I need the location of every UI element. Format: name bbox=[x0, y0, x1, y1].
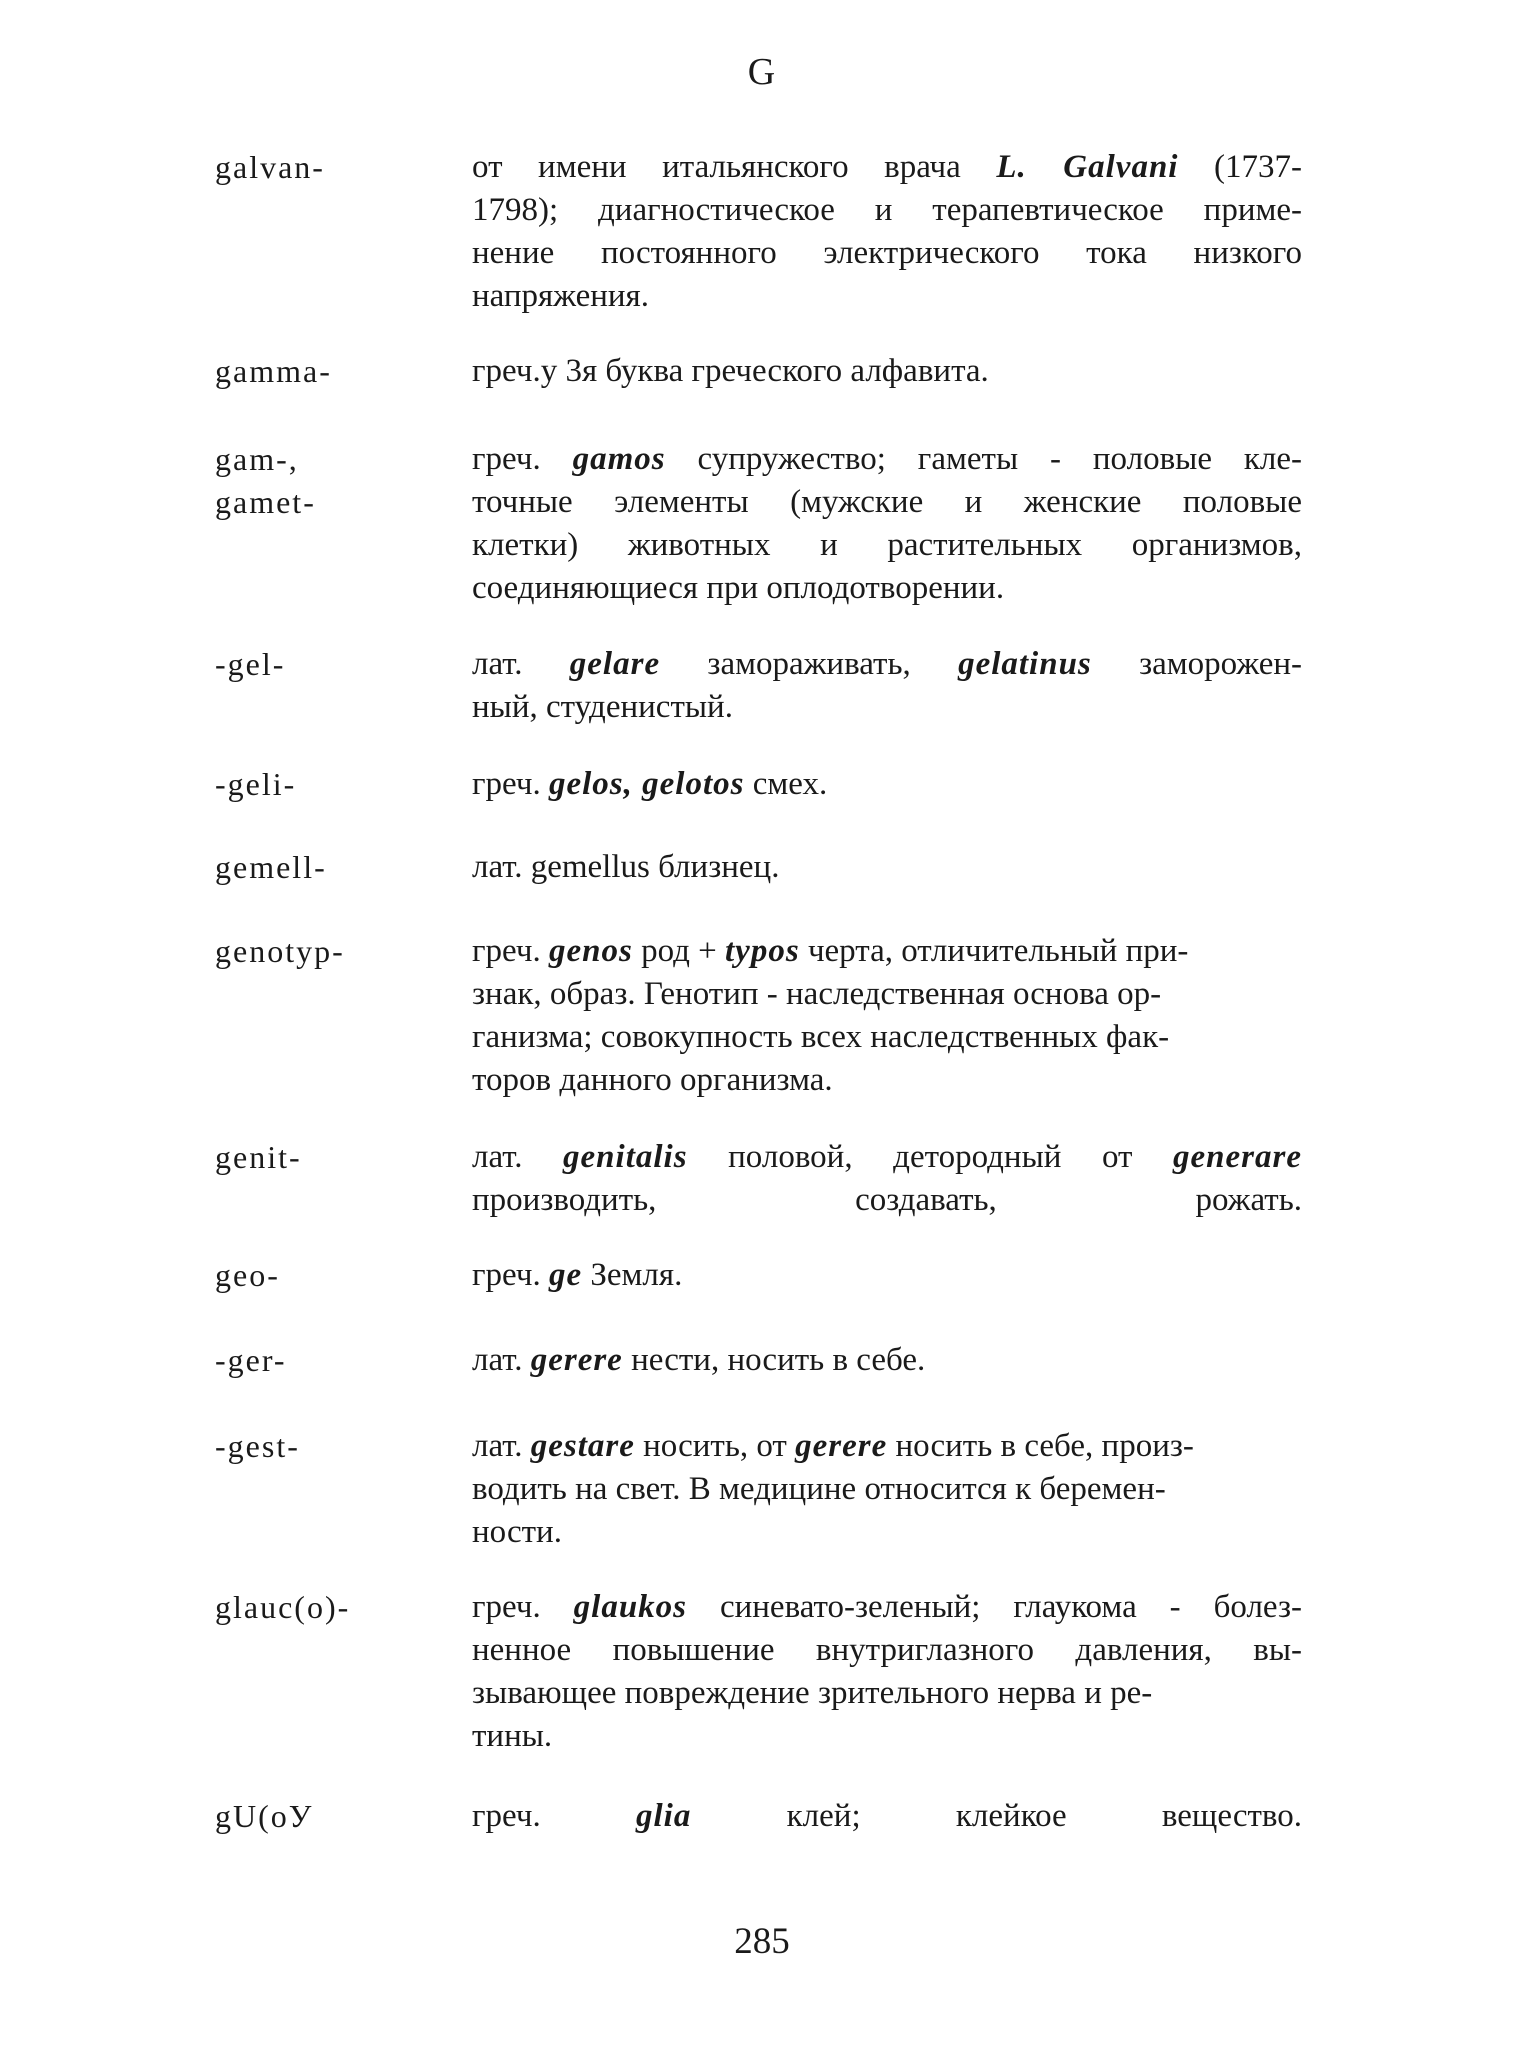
entry-term: -geli- bbox=[215, 766, 297, 802]
entry-definition bbox=[472, 846, 1302, 889]
definition-text: носить, от bbox=[634, 1428, 796, 1464]
entry-term: galvan- bbox=[215, 149, 325, 185]
definition-line bbox=[472, 1715, 1302, 1758]
entry-term: -gest- bbox=[215, 1428, 300, 1464]
definition-line bbox=[472, 524, 1302, 567]
definition-text: лат. bbox=[472, 646, 570, 682]
definition-line bbox=[472, 1586, 1302, 1629]
definition-text: греч.у 3я буква греческого алфавита. bbox=[472, 353, 989, 389]
etymon-word: gelare bbox=[569, 646, 661, 682]
definition-text: лат. bbox=[472, 1428, 531, 1464]
etymon-word: glaukos bbox=[573, 1589, 688, 1625]
entry-definition bbox=[472, 1795, 1302, 1838]
definition-text: половой, детородный от bbox=[687, 1139, 1174, 1175]
definition-text: греч. bbox=[472, 1589, 574, 1625]
definition-line bbox=[472, 643, 1302, 686]
definition-text: ный, студенистый. bbox=[472, 689, 733, 725]
etymon-word: gerere bbox=[795, 1428, 888, 1464]
section-letter-header: G bbox=[747, 51, 777, 93]
definition-text: водить на свет. В медицине относится к беремен- bbox=[472, 1471, 1166, 1507]
entry-term: -gel- bbox=[215, 646, 286, 682]
definition-text: носить в себе, произ- bbox=[887, 1428, 1194, 1464]
definition-line bbox=[472, 1254, 1302, 1297]
definition-line bbox=[472, 438, 1302, 481]
definition-line bbox=[472, 1511, 1302, 1554]
entry-definition bbox=[472, 350, 1302, 393]
etymon-word: gelatinus bbox=[958, 646, 1092, 682]
definition-line bbox=[472, 350, 1302, 393]
entry-definition bbox=[472, 1136, 1302, 1222]
etymon-word: typos bbox=[725, 933, 800, 969]
entry-definition bbox=[472, 643, 1302, 729]
definition-line bbox=[472, 567, 1302, 610]
etymon-word: gestare bbox=[530, 1428, 635, 1464]
definition-text: смех. bbox=[744, 766, 828, 802]
entry-term: genotyp- bbox=[215, 933, 345, 969]
definition-text: род + bbox=[632, 933, 726, 969]
etymon-word: glia bbox=[636, 1798, 692, 1834]
definition-text: 1798); диагностическое и терапевтическое приме- bbox=[472, 192, 1302, 228]
definition-text: ности. bbox=[472, 1514, 562, 1550]
entry-term: gU(oУ bbox=[215, 1798, 314, 1834]
etymon-word: gamos bbox=[572, 441, 666, 477]
definition-text: точные элементы (мужские и женские половые bbox=[472, 484, 1302, 520]
definition-text: греч. bbox=[472, 766, 549, 802]
definition-line bbox=[472, 1795, 1302, 1838]
etymon-word: gerere bbox=[530, 1342, 623, 1378]
entry-definition bbox=[472, 1586, 1302, 1758]
entry-definition bbox=[472, 763, 1302, 806]
definition-line bbox=[472, 275, 1302, 318]
entry-term: genit- bbox=[215, 1139, 302, 1175]
definition-line bbox=[472, 930, 1302, 973]
definition-line bbox=[472, 763, 1302, 806]
definition-line bbox=[472, 686, 1302, 729]
definition-text: ганизма; совокупность всех наследственных фак- bbox=[472, 1019, 1170, 1055]
definition-text: ненное повышение внутриглазного давления, вы- bbox=[472, 1632, 1302, 1668]
entry-definition bbox=[472, 1339, 1302, 1382]
definition-line bbox=[472, 846, 1302, 889]
definition-text: супружество; гаметы - половые кле- bbox=[665, 441, 1302, 477]
definition-line bbox=[472, 189, 1302, 232]
definition-text: нести, носить в себе. bbox=[622, 1342, 926, 1378]
definition-text: греч. bbox=[472, 933, 549, 969]
definition-text: синевато-зеленый; глаукома - болез- bbox=[687, 1589, 1302, 1625]
definition-text: греч. bbox=[472, 441, 573, 477]
etymon-word: genos bbox=[548, 933, 633, 969]
definition-text: от имени итальянского врача bbox=[472, 149, 997, 185]
entry-term: geo- bbox=[215, 1257, 280, 1293]
definition-text: греч. bbox=[472, 1798, 636, 1834]
definition-text: клей; клейкое вещество. bbox=[691, 1798, 1302, 1834]
definition-line bbox=[472, 1059, 1302, 1102]
entry-term: gamma- bbox=[215, 353, 332, 389]
definition-text: клетки) животных и растительных организмов, bbox=[472, 527, 1302, 563]
definition-text: напряжения. bbox=[472, 278, 649, 314]
entry-term: glauc(o)- bbox=[215, 1589, 351, 1625]
definition-line bbox=[472, 146, 1302, 189]
entry-definition bbox=[472, 1425, 1302, 1554]
entry-definition bbox=[472, 1254, 1302, 1297]
definition-line bbox=[472, 1629, 1302, 1672]
entry-term: gemell- bbox=[215, 849, 327, 885]
definition-line bbox=[472, 1179, 1302, 1222]
definition-text: зывающее повреждение зрительного нерва и ре- bbox=[472, 1675, 1153, 1711]
definition-text: лат. gemellus близнец. bbox=[472, 849, 780, 885]
definition-line bbox=[472, 1016, 1302, 1059]
entry-definition bbox=[472, 438, 1302, 610]
definition-text: заморожен- bbox=[1091, 646, 1303, 682]
etymon-word: L. Galvani bbox=[996, 149, 1179, 185]
etymon-word: genitalis bbox=[563, 1139, 688, 1175]
etymon-word: generare bbox=[1173, 1139, 1303, 1175]
definition-text: Земля. bbox=[582, 1257, 683, 1293]
definition-text: знак, образ. Генотип - наследственная основа ор- bbox=[472, 976, 1162, 1012]
definition-text: торов данного организма. bbox=[472, 1062, 833, 1098]
definition-text: лат. bbox=[472, 1342, 531, 1378]
entry-term: -ger- bbox=[215, 1342, 287, 1378]
definition-line bbox=[472, 1672, 1302, 1715]
definition-line bbox=[472, 973, 1302, 1016]
entry-definition bbox=[472, 146, 1302, 318]
etymon-word: gelos, gelotos bbox=[548, 766, 745, 802]
entry-definition bbox=[472, 930, 1302, 1102]
definition-text: замораживать, bbox=[660, 646, 959, 682]
definition-line bbox=[472, 481, 1302, 524]
page-number: 285 bbox=[734, 1921, 790, 1962]
definition-text: тины. bbox=[472, 1718, 553, 1754]
definition-text: лат. bbox=[472, 1139, 564, 1175]
entry-term: gam-, gamet- bbox=[215, 441, 316, 520]
definition-line bbox=[472, 1136, 1302, 1179]
definition-text: (1737- bbox=[1178, 149, 1302, 185]
definition-text: нение постоянного электрического тока низкого bbox=[472, 235, 1302, 271]
definition-line bbox=[472, 1339, 1302, 1382]
definition-text: производить, создавать, рожать. bbox=[472, 1182, 1302, 1218]
definition-line bbox=[472, 1468, 1302, 1511]
definition-line bbox=[472, 232, 1302, 275]
definition-text: черта, отличительный при- bbox=[799, 933, 1189, 969]
definition-text: греч. bbox=[472, 1257, 549, 1293]
definition-text: соединяющиеся при оплодотворении. bbox=[472, 570, 1005, 606]
etymon-word: ge bbox=[548, 1257, 583, 1293]
definition-line bbox=[472, 1425, 1302, 1468]
